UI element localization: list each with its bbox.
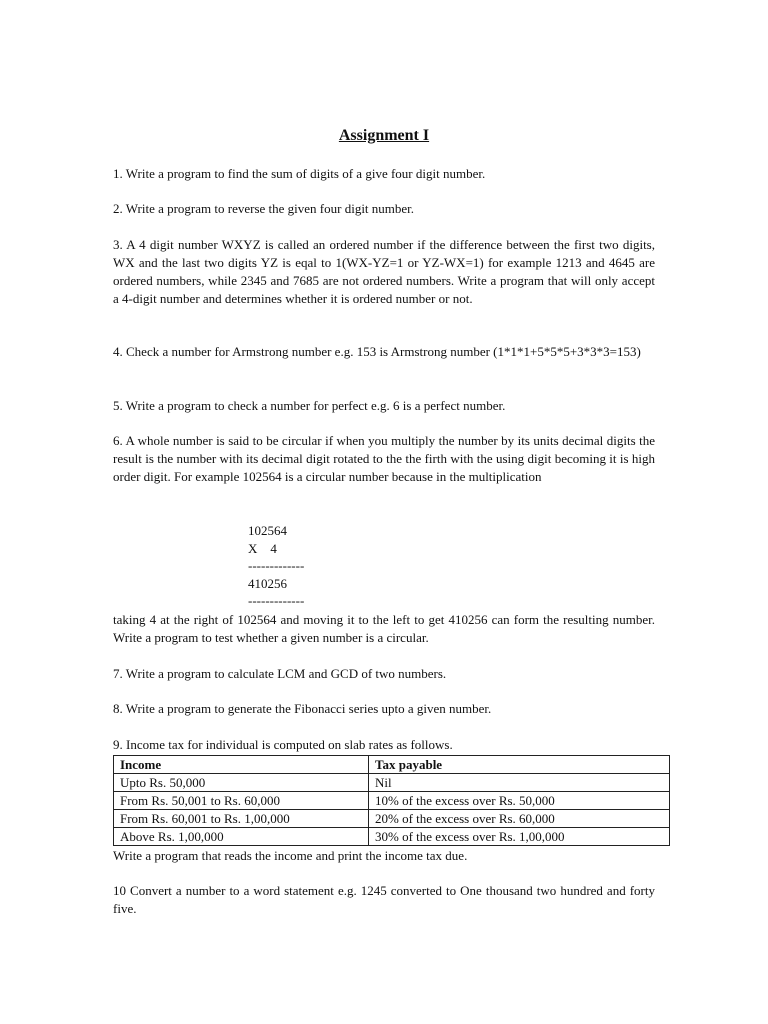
question-9: 9. Income tax for individual is computed on slab rates as follows. [113,737,453,752]
calc-line-multiplicand: 102564 [248,523,287,538]
question-1: 1. Write a program to find the sum of digits of a give four digit number. [113,166,486,181]
table-row [114,828,670,846]
question-5: 5. Write a program to check a number for perfect e.g. 6 is a perfect number. [113,398,506,413]
column-header-income: Income [114,756,369,774]
question-2: 2. Write a program to reverse the given four digit number. [113,201,415,216]
tax-cell: 20% of the excess over Rs. 60,000 [369,810,670,828]
column-header-tax-payable: Tax payable [369,756,670,774]
question-7: 7. Write a program to calculate LCM and GCD of two numbers. [113,666,447,681]
question-4: 4. Check a number for Armstrong number e.g. 153 is Armstrong number (1*1*1+5*5*5+3*3*3=153) [113,344,641,359]
question-3: 3. A 4 digit number WXYZ is called an ordered number if the difference between the first two digits, WX and the last two digits YZ is eqal to 1(WX-YZ=1 or YZ-WX=1) for example 1213 and 4645 are ordered numbers, while 2345 and 7685 are not ordered numbers. Write a program that will only accept a 4-digit number and determines whether it is ordered number or not. [113,237,655,306]
calc-line-multiplier: X 4 [248,540,277,556]
income-cell: Above Rs. 1,00,000 [114,828,369,846]
income-tax-table [113,755,670,846]
question-8: 8. Write a program to generate the Fibonacci series upto a given number. [113,701,492,716]
table-row [114,810,670,828]
calc-line-divider: ------------- [248,558,305,573]
table-row [114,774,670,792]
question-6-continued: taking 4 at the right of 102564 and moving it to the left to get 410256 can form the resulting number. Write a program to test whether a given number is a circular. [113,612,655,645]
circular-multiplication [248,522,368,610]
table-header-row [114,756,670,774]
question-6: 6. A whole number is said to be circular if when you multiply the number by its units decimal digits the result is the number with its decimal digit rotated to the the firth with the using digit becoming it is high order digit. For example 102564 is a circular number because in the multiplication [113,433,655,484]
tax-cell: 10% of the excess over Rs. 50,000 [369,792,670,810]
income-cell: From Rs. 60,001 to Rs. 1,00,000 [114,810,369,828]
tax-cell: Nil [369,774,670,792]
tax-cell: 30% of the excess over Rs. 1,00,000 [369,828,670,846]
calc-line-divider: ------------- [248,593,305,608]
question-9-continued: Write a program that reads the income and print the income tax due. [113,848,468,863]
calc-line-result: 410256 [248,575,287,591]
page-title: Assignment I [338,127,430,144]
table-row [114,792,670,810]
income-cell: From Rs. 50,001 to Rs. 60,000 [114,792,369,810]
income-cell: Upto Rs. 50,000 [114,774,369,792]
question-10: 10 Convert a number to a word statement e.g. 1245 converted to One thousand two hundred and forty five. [113,883,655,916]
